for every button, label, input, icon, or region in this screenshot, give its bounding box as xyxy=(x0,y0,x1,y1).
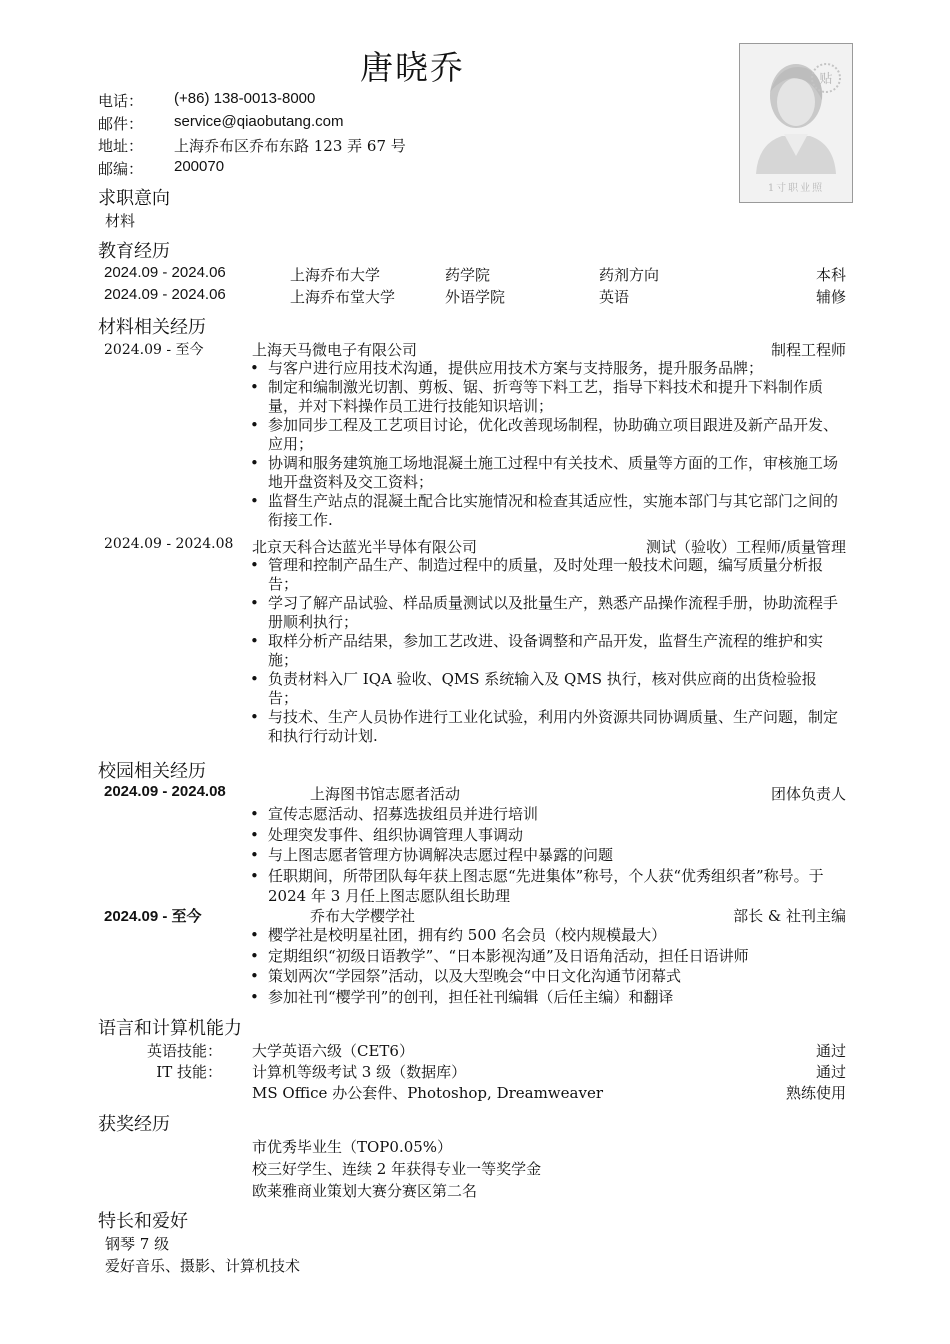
education-college: 药学院 xyxy=(445,266,491,284)
work-header-row xyxy=(100,536,846,557)
intent-value: 材料 xyxy=(105,212,136,230)
work-company: 北京天科合达蓝光半导体有限公司 xyxy=(252,538,478,556)
award-item: 欧莱雅商业策划大赛分赛区第二名 xyxy=(252,1182,478,1200)
skill-result: 通过 xyxy=(815,1042,846,1060)
contact-zip-label: 邮编： xyxy=(98,160,144,178)
work-bullet: • 学习了解产品试验、样品质量测试以及批量生产，熟悉产品操作流程手册，协助流程手册顺利执行； xyxy=(248,594,846,632)
skill-label: 英语技能： xyxy=(146,1042,222,1060)
hobby-item: 爱好音乐、摄影、计算机技术 xyxy=(105,1257,301,1275)
skill-result: 熟练使用 xyxy=(785,1084,846,1102)
campus-header-row xyxy=(100,905,846,926)
education-row xyxy=(100,264,846,285)
work-date: 2024.09 - 2024.08 xyxy=(104,536,234,552)
education-row xyxy=(100,286,846,307)
contact-email-value: service@qiaobutang.com xyxy=(174,113,344,130)
work-bullet: • 负责材料入厂 IQA 验收、QMS 系统输入及 QMS 执行，核对供应商的出货检验报告； xyxy=(248,670,846,708)
contact-zip-value: 200070 xyxy=(174,158,225,175)
contact-address-value: 上海乔布区乔布东路 123 弄 67 号 xyxy=(174,137,406,155)
section-title-hobbies: 特长和爱好 xyxy=(98,1211,188,1232)
resume-name: 唐晓乔 xyxy=(360,48,465,87)
education-degree: 辅修 xyxy=(815,288,846,306)
work-bullet: • 取样分析产品结果，参加工艺改进、设备调整和产品开发，监督生产流程的维护和实施； xyxy=(248,632,846,670)
campus-bullet: • 策划两次“学园祭”活动，以及大型晚会“中日文化沟通节闭幕式 xyxy=(248,966,846,987)
campus-role: 团体负责人 xyxy=(770,785,846,803)
education-degree: 本科 xyxy=(815,266,846,284)
work-bullet: • 与技术、生产人员协作进行工业化试验，利用内外资源共同协调质量、生产问题，制定和执行行动计划. xyxy=(248,708,846,746)
education-date: 2024.09 - 2024.06 xyxy=(104,286,226,303)
section-title-campus: 校园相关经历 xyxy=(98,761,206,782)
education-major: 英语 xyxy=(599,288,630,306)
photo-stamp-text: 贴 xyxy=(819,72,833,87)
skill-item: MS Office 办公套件、Photoshop, Dreamweaver xyxy=(252,1084,603,1102)
work-bullet-list xyxy=(248,556,846,746)
work-bullet-list xyxy=(248,359,846,530)
photo-placeholder xyxy=(739,43,853,203)
work-role: 制程工程师 xyxy=(770,341,846,359)
work-bullet: • 监督生产站点的混凝土配合比实施情况和检查其适应性，实施本部门与其它部门之间的衔接工作. xyxy=(248,492,846,530)
section-title-work: 材料相关经历 xyxy=(98,317,206,338)
section-title-awards: 获奖经历 xyxy=(98,1114,170,1135)
section-title-intent: 求职意向 xyxy=(98,188,170,209)
work-bullet: • 管理和控制产品生产、制造过程中的质量，及时处理一般技术问题，编写质量分析报告； xyxy=(248,556,846,594)
contact-email-label: 邮件： xyxy=(98,115,144,133)
award-item: 市优秀毕业生（TOP0.05%） xyxy=(252,1138,453,1156)
education-college: 外语学院 xyxy=(445,288,506,306)
work-bullet: • 参加同步工程及工艺项目讨论，优化改善现场制程，协助确立项目跟进及新产品开发、应用； xyxy=(248,416,846,454)
work-header-row xyxy=(100,339,846,360)
education-school: 上海乔布大学 xyxy=(290,266,381,284)
campus-bullet-list xyxy=(248,804,846,907)
contact-phone-label: 电话： xyxy=(98,92,144,110)
work-role: 测试（验收）工程师/质量管理 xyxy=(645,538,846,556)
section-title-skills: 语言和计算机能力 xyxy=(98,1018,242,1039)
campus-header-row xyxy=(100,783,846,804)
campus-bullet: • 参加社刊“樱学刊”的创刊，担任社刊编辑（后任主编）和翻译 xyxy=(248,987,846,1008)
work-bullet: • 协调和服务建筑施工场地混凝土施工过程中有关技术、质量等方面的工作，审核施工场地开盘资料及交工资料； xyxy=(248,454,846,492)
photo-caption: 1寸职业照 xyxy=(767,183,825,194)
work-bullet: • 制定和编制激光切割、剪板、锯、折弯等下料工艺，指导下料技术和提升下料制作质量，并对下料操作员工进行技能知识培训； xyxy=(248,378,846,416)
work-company: 上海天马微电子有限公司 xyxy=(252,341,418,359)
campus-role: 部长 & 社刊主编 xyxy=(733,907,846,925)
skill-row xyxy=(100,1061,846,1082)
campus-bullet: • 定期组织“初级日语教学”、“日本影视沟通”及日语角活动，担任日语讲师 xyxy=(248,946,846,967)
hobby-item: 钢琴 7 级 xyxy=(105,1235,170,1253)
skill-item: 大学英语六级（CET6） xyxy=(252,1042,414,1060)
skill-row xyxy=(100,1040,846,1061)
skill-row xyxy=(100,1082,846,1103)
education-school: 上海乔布堂大学 xyxy=(290,288,396,306)
work-bullet: • 与客户进行应用技术沟通，提供应用技术方案与支持服务，提升服务品牌； xyxy=(248,359,846,378)
campus-date: 2024.09 - 至今 xyxy=(104,908,202,925)
campus-org: 上海图书馆志愿者活动 xyxy=(310,785,461,803)
skill-label: IT 技能： xyxy=(156,1063,222,1081)
skill-result: 通过 xyxy=(815,1063,846,1081)
campus-bullet: • 宣传志愿活动、招募选拔组员并进行培训 xyxy=(248,804,846,825)
campus-org: 乔布大学樱学社 xyxy=(310,907,416,925)
section-title-education: 教育经历 xyxy=(98,241,170,262)
education-date: 2024.09 - 2024.06 xyxy=(104,264,226,281)
campus-bullet: • 与上图志愿者管理方协调解决志愿过程中暴露的问题 xyxy=(248,845,846,866)
education-major: 药剂方向 xyxy=(599,266,660,284)
contact-address-label: 地址： xyxy=(98,137,144,155)
campus-bullet: • 樱学社是校明星社团，拥有约 500 名会员（校内规模最大） xyxy=(248,925,846,946)
campus-date: 2024.09 - 2024.08 xyxy=(104,783,226,800)
campus-bullet: • 处理突发事件、组织协调管理人事调动 xyxy=(248,825,846,846)
award-item: 校三好学生、连续 2 年获得专业一等奖学金 xyxy=(252,1160,542,1178)
contact-phone-value: (+86) 138-0013-8000 xyxy=(174,90,316,107)
work-date: 2024.09 - 至今 xyxy=(104,342,204,358)
campus-bullet: • 任职期间，所带团队每年获上图志愿“先进集体”称号，个人获“优秀组织者”称号。于 2024 年 3 月任上图志愿队组长助理 xyxy=(248,866,846,907)
campus-bullet-list xyxy=(248,925,846,1007)
skill-item: 计算机等级考试 3 级（数据库） xyxy=(252,1063,467,1081)
